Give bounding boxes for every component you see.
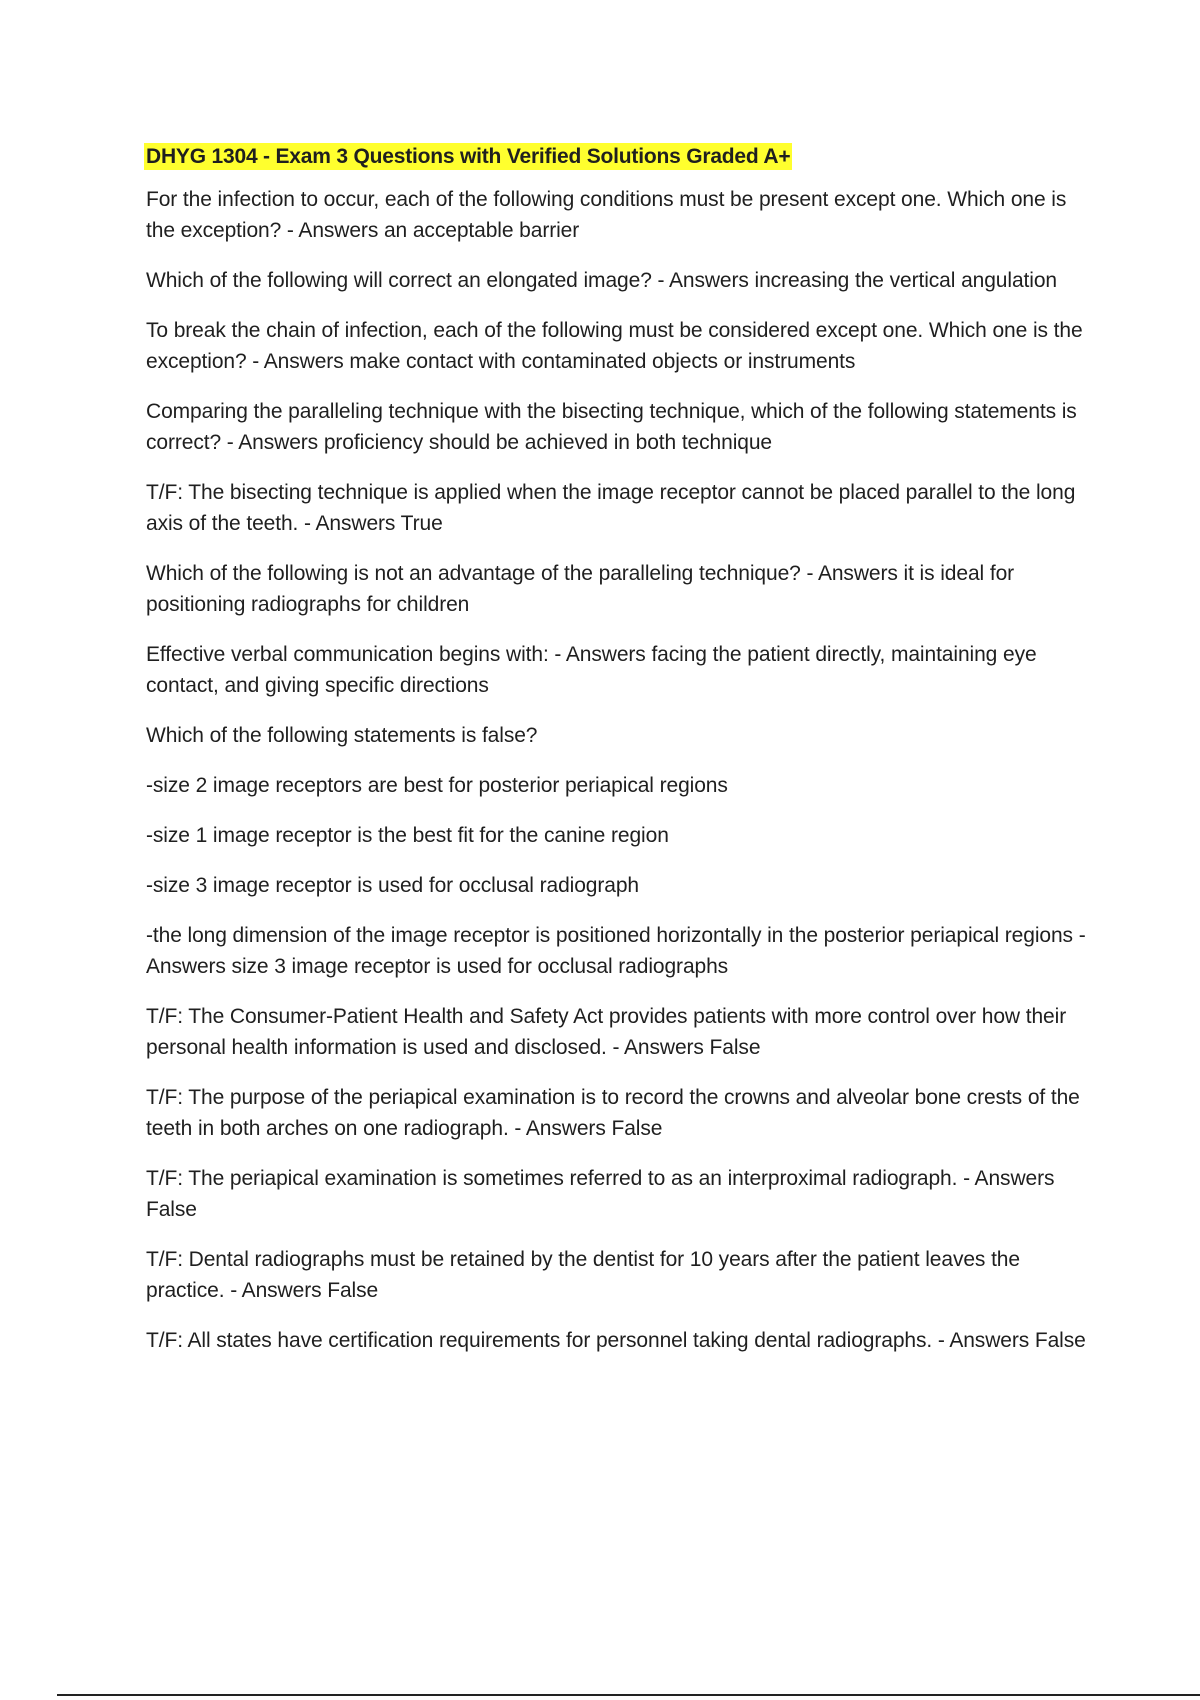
qa-item-10: T/F: The purpose of the periapical examination is to record the crowns and alveolar bone crests of the teeth in both arches on one radiograph. - Answers False [146,1086,1080,1140]
qa-item-8: Which of the following statements is false? [146,724,538,747]
qa-item-5: T/F: The bisecting technique is applied when the image receptor cannot be placed parallel to the long axis of the teeth. - Answers True [146,481,1076,535]
qa-item-4: Comparing the paralleling technique with the bisecting technique, which of the following statements is correct? - Answers proficiency should be achieved in both technique [146,400,1077,454]
qa-option-4-answer: -the long dimension of the image receptor is positioned horizontally in the posterior periapical regions - Answers size 3 image receptor is used for occlusal radiographs [146,924,1086,978]
qa-item-3: To break the chain of infection, each of the following must be considered except one. Which one is the exception? - Answers make contact with contaminated objects or instruments [146,319,1083,373]
qa-item-12: T/F: Dental radiographs must be retained by the dentist for 10 years after the patient leaves the practice. - Answers False [146,1248,1020,1302]
qa-item-1: For the infection to occur, each of the following conditions must be present except one. Which one is the exception? - Answers an acceptable barrier [146,188,1067,242]
page-bottom-rule [57,1694,1200,1696]
qa-item-11: T/F: The periapical examination is sometimes referred to as an interproximal radiograph. - Answers False [146,1167,1055,1221]
qa-option-3: -size 3 image receptor is used for occlusal radiograph [146,874,640,897]
qa-item-6: Which of the following is not an advantage of the paralleling technique? - Answers it is ideal for positioning radiographs for children [146,562,1015,616]
qa-item-7: Effective verbal communication begins with: - Answers facing the patient directly, maintaining eye contact, and giving specific directions [146,643,1037,697]
document-title: DHYG 1304 - Exam 3 Questions with Verified Solutions Graded A+ [146,145,791,168]
qa-item-9: T/F: The Consumer-Patient Health and Safety Act provides patients with more control over how their personal health information is used and disclosed. - Answers False [146,1005,1067,1059]
qa-option-2: -size 1 image receptor is the best fit for the canine region [146,824,669,847]
qa-option-1: -size 2 image receptors are best for posterior periapical regions [146,774,728,797]
document-page [146,143,1096,1375]
qa-item-2: Which of the following will correct an elongated image? - Answers increasing the vertical angulation [146,269,1057,292]
qa-item-13: T/F: All states have certification requirements for personnel taking dental radiographs. - Answers False [146,1329,1086,1352]
